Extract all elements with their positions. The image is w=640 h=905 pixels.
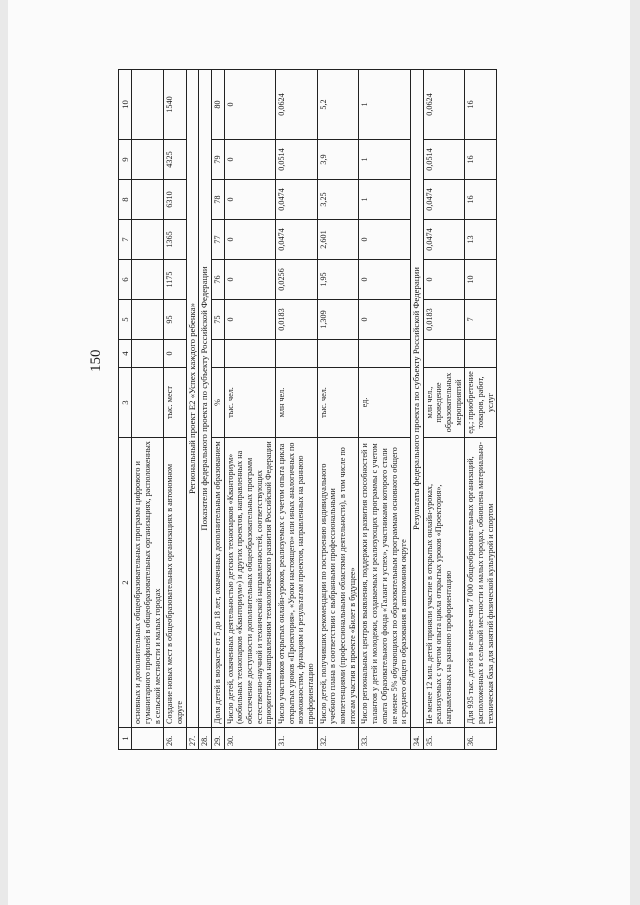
value-cell: 0,0474 (423, 220, 465, 260)
value-cell: 80 (212, 70, 225, 140)
table-row (212, 70, 225, 750)
value-cell: 13 (465, 220, 497, 260)
header-cell: 10 (119, 70, 132, 140)
indicator-name: Не менее 12 млн. детей приняли участие в открытых онлайн-уроках, реализуемых с учетом опыта цикла открытых уроков «Проектория», направленных на раннюю профориентацию (423, 438, 465, 728)
header-cell: 3 (119, 368, 132, 438)
value-cell: 0,0514 (423, 140, 465, 180)
value-cell: 1175 (164, 260, 186, 300)
value-cell (132, 180, 164, 220)
value-cell: 79 (212, 140, 225, 180)
header-cell: 1 (119, 728, 132, 750)
value-cell: 1 (359, 140, 410, 180)
value-cell (132, 340, 164, 368)
value-cell: 0,0183 (276, 300, 318, 340)
row-number: 35. (423, 728, 465, 750)
value-cell: тыс. чел. (317, 368, 359, 438)
value-cell: 77 (212, 220, 225, 260)
row-number (132, 728, 164, 750)
indicator-name: Число участников открытых онлайн-уроков, реализуемых с учетом опыта цикла открытых уроков «Проектория», «Уроки настоящего» или иных аналогичных по возможностям, функциям и результатам проектов, направленных на раннюю профориентацию (276, 438, 318, 728)
value-cell: 0 (423, 260, 465, 300)
value-cell: 0,0624 (423, 70, 465, 140)
value-cell (132, 368, 164, 438)
value-cell: 78 (212, 180, 225, 220)
value-cell: 0 (359, 260, 410, 300)
table-row (423, 70, 465, 750)
value-cell: 1,95 (317, 260, 359, 300)
indicator-name: Число детей, получивших рекомендации по построению индивидуального учебного плана в соответствии с выбранными профессиональными компетенциями (профессиональными областями деятельности), в том числе по итогам участия в проекте «Билет в будущее» (317, 438, 359, 728)
indicator-name: Для 935 тыс. детей в не менее чем 7 000 общеобразовательных организаций, расположенных в сельской местности и малых городах, обновлена материально-техническая база для занятий физической культурой и спортом (465, 438, 497, 728)
value-cell: 0 (164, 340, 186, 368)
header-cell: 5 (119, 300, 132, 340)
section-row (410, 70, 423, 750)
value-cell (423, 340, 465, 368)
section-title: Показатели федерального проекта по субъекту Российской Федерации (199, 70, 212, 728)
row-number: 33. (359, 728, 410, 750)
value-cell: 0 (224, 140, 275, 180)
value-cell: 0,0474 (276, 180, 318, 220)
value-cell: % (212, 368, 225, 438)
value-cell: 16 (465, 140, 497, 180)
header-cell: 6 (119, 260, 132, 300)
value-cell: 0 (224, 180, 275, 220)
row-number: 36. (465, 728, 497, 750)
value-cell: 4325 (164, 140, 186, 180)
value-cell (359, 340, 410, 368)
section-row (186, 70, 199, 750)
section-title: Результаты федерального проекта по субъекту Российской Федерации (410, 70, 423, 728)
value-cell: 0 (224, 300, 275, 340)
section-row (199, 70, 212, 750)
header-cell: 7 (119, 220, 132, 260)
value-cell (465, 340, 497, 368)
value-cell: 1,309 (317, 300, 359, 340)
row-number: 26. (164, 728, 186, 750)
document-page (8, 0, 630, 905)
indicators-table (118, 69, 497, 750)
value-cell (132, 70, 164, 140)
value-cell: 1540 (164, 70, 186, 140)
header-cell: 8 (119, 180, 132, 220)
value-cell: 0 (359, 220, 410, 260)
value-cell: млн чел. (276, 368, 318, 438)
section-title: Региональный проект Е2 «Успех каждого ребенка» (186, 70, 199, 728)
value-cell: ед.; приобретение товаров, работ, услуг (465, 368, 497, 438)
value-cell: 7 (465, 300, 497, 340)
value-cell: 16 (465, 180, 497, 220)
value-cell: 0,0183 (423, 300, 465, 340)
table-row (276, 70, 318, 750)
rotated-table-container (118, 70, 640, 750)
value-cell: 76 (212, 260, 225, 300)
value-cell: ед. (359, 368, 410, 438)
table-row (132, 70, 164, 750)
value-cell: 75 (212, 300, 225, 340)
value-cell: млн чел., проведение образовательных мероприятий (423, 368, 465, 438)
value-cell: 3,9 (317, 140, 359, 180)
value-cell: 0 (224, 220, 275, 260)
value-cell: 0 (224, 260, 275, 300)
indicator-name: Доля детей в возрасте от 5 до 18 лет, охваченных дополнительным образованием (212, 438, 225, 728)
value-cell: 0,0474 (423, 180, 465, 220)
value-cell: 6310 (164, 180, 186, 220)
row-number: 34. (410, 728, 423, 750)
value-cell: тыс. чел. (224, 368, 275, 438)
table-row (224, 70, 275, 750)
header-cell: 4 (119, 340, 132, 368)
value-cell (212, 340, 225, 368)
value-cell: 0,0514 (276, 140, 318, 180)
indicator-name: основных и дополнительных общеобразовательных программ цифрового и гуманитарного профилей в общеобразовательных организациях, расположенных в сельской местности и малых городах (132, 438, 164, 728)
row-number: 29. (212, 728, 225, 750)
row-number: 27. (186, 728, 199, 750)
value-cell: 0,0256 (276, 260, 318, 300)
row-number: 31. (276, 728, 318, 750)
value-cell: 16 (465, 70, 497, 140)
indicator-name: Число региональных центров выявления, поддержки и развития способностей и талантов у детей и молодежи, создаваемых и реализующих программы с учетом опыта Образовательного фонда «Талант и успех», участниками которого стали не менее 5% обучающихся по образовательным программам основного общего и среднего общего образования в автономном округе (359, 438, 410, 728)
table-row (359, 70, 410, 750)
value-cell: 10 (465, 260, 497, 300)
value-cell (132, 220, 164, 260)
value-cell (317, 340, 359, 368)
value-cell: 5,2 (317, 70, 359, 140)
value-cell (132, 260, 164, 300)
row-number: 32. (317, 728, 359, 750)
value-cell: тыс. мест (164, 368, 186, 438)
row-number: 30. (224, 728, 275, 750)
header-cell: 9 (119, 140, 132, 180)
value-cell: 1 (359, 70, 410, 140)
value-cell: 0,0624 (276, 70, 318, 140)
value-cell (132, 140, 164, 180)
value-cell: 3,25 (317, 180, 359, 220)
table-header-row (119, 70, 132, 750)
value-cell: 1 (359, 180, 410, 220)
value-cell (276, 340, 318, 368)
page-number: 150 (88, 349, 104, 372)
value-cell: 95 (164, 300, 186, 340)
value-cell: 1365 (164, 220, 186, 260)
row-number: 28. (199, 728, 212, 750)
table-row (317, 70, 359, 750)
table-row (164, 70, 186, 750)
value-cell: 0 (224, 70, 275, 140)
value-cell: 0,0474 (276, 220, 318, 260)
value-cell: 2,601 (317, 220, 359, 260)
table-row (465, 70, 497, 750)
value-cell (224, 340, 275, 368)
header-cell: 2 (119, 438, 132, 728)
indicator-name: Число детей, охваченных деятельностью детских технопарков «Кванториум» (мобильных технопарков «Кванториум») и других проектов, направленных на обеспечение доступности дополнительных общеобразовательных программ естественно-научной и технической направленностей, соответствующих приоритетным направлениям технологического развития Российской Федерации (224, 438, 275, 728)
indicator-name: Создание новых мест в общеобразовательных организациях в автономном округе (164, 438, 186, 728)
value-cell: 0 (359, 300, 410, 340)
value-cell (132, 300, 164, 340)
